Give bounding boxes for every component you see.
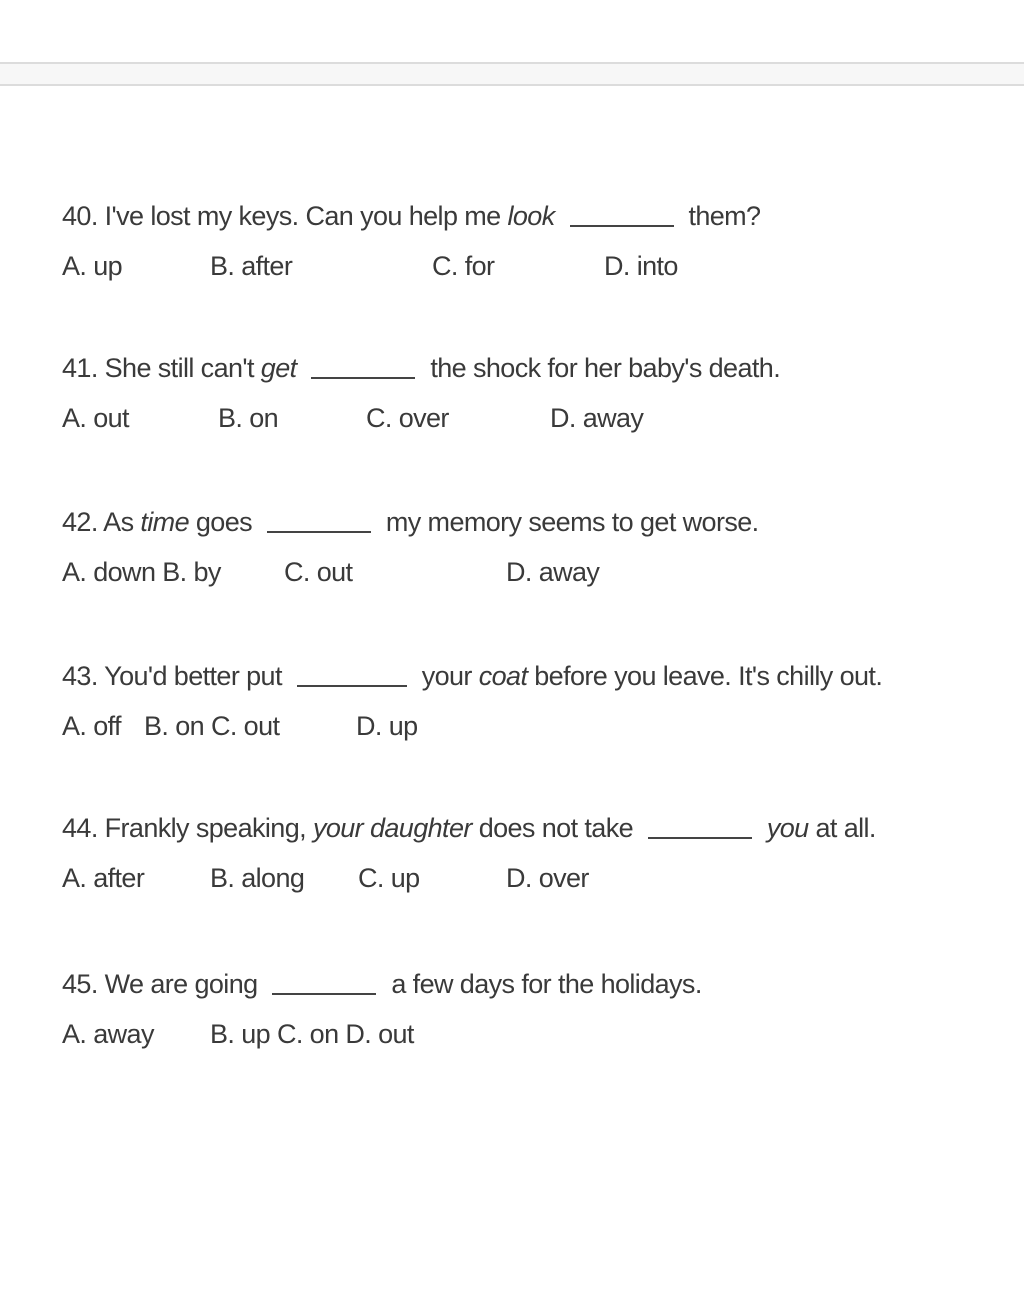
question-stem: 42. As time goes my memory seems to get worse. <box>62 507 759 537</box>
option-b: B. after <box>210 251 293 281</box>
options-row <box>62 402 1002 434</box>
options-row <box>62 710 1002 742</box>
question-number: 45. <box>62 969 98 999</box>
answer-blank <box>648 837 752 839</box>
option-c: C. over <box>366 403 449 433</box>
options-row <box>62 556 1002 588</box>
option-a: A. off <box>62 711 121 741</box>
option-d: D. away <box>550 403 644 433</box>
option-d: D. away <box>506 557 600 587</box>
question-number: 41. <box>62 353 98 383</box>
answer-blank <box>272 993 376 995</box>
option-a: A. out <box>62 403 129 433</box>
option-d: D. up <box>356 711 418 741</box>
option-a: A. away <box>62 1019 154 1049</box>
option-b-c-d: B. up C. on D. out <box>210 1019 414 1049</box>
option-c: C. for <box>432 251 495 281</box>
option-b: B. along <box>210 863 305 893</box>
question-41 <box>62 352 1002 434</box>
options-row <box>62 1018 1002 1050</box>
options-row <box>62 862 1002 894</box>
question-stem: 44. Frankly speaking, your daughter does not take you at all. <box>62 813 876 843</box>
question-number: 44. <box>62 813 98 843</box>
answer-blank <box>267 531 371 533</box>
question-number: 40. <box>62 201 98 231</box>
options-row <box>62 250 1002 282</box>
option-d: D. over <box>506 863 589 893</box>
answer-blank <box>297 685 407 687</box>
question-number: 42. <box>62 507 98 537</box>
question-43 <box>62 660 1002 742</box>
page-divider-band <box>0 62 1024 86</box>
question-40 <box>62 200 1002 282</box>
question-42 <box>62 506 1002 588</box>
option-d: D. into <box>604 251 678 281</box>
question-45 <box>62 968 1002 1050</box>
option-c: C. up <box>358 863 420 893</box>
question-stem: 40. I've lost my keys. Can you help me look them? <box>62 201 761 231</box>
option-b: B. on <box>218 403 279 433</box>
question-stem: 45. We are going a few days for the holidays. <box>62 969 702 999</box>
option-a: A. after <box>62 863 145 893</box>
option-c: C. out <box>284 557 353 587</box>
question-stem: 41. She still can't get the shock for her baby's death. <box>62 353 781 383</box>
option-b-c: B. on C. out <box>144 711 280 741</box>
answer-blank <box>570 225 674 227</box>
option-a: A. up <box>62 251 123 281</box>
question-44 <box>62 812 1002 894</box>
question-stem: 43. You'd better put your coat before you leave. It's chilly out. <box>62 661 883 691</box>
option-a-b: A. down B. by <box>62 557 221 587</box>
answer-blank <box>311 377 415 379</box>
question-number: 43. <box>62 661 98 691</box>
